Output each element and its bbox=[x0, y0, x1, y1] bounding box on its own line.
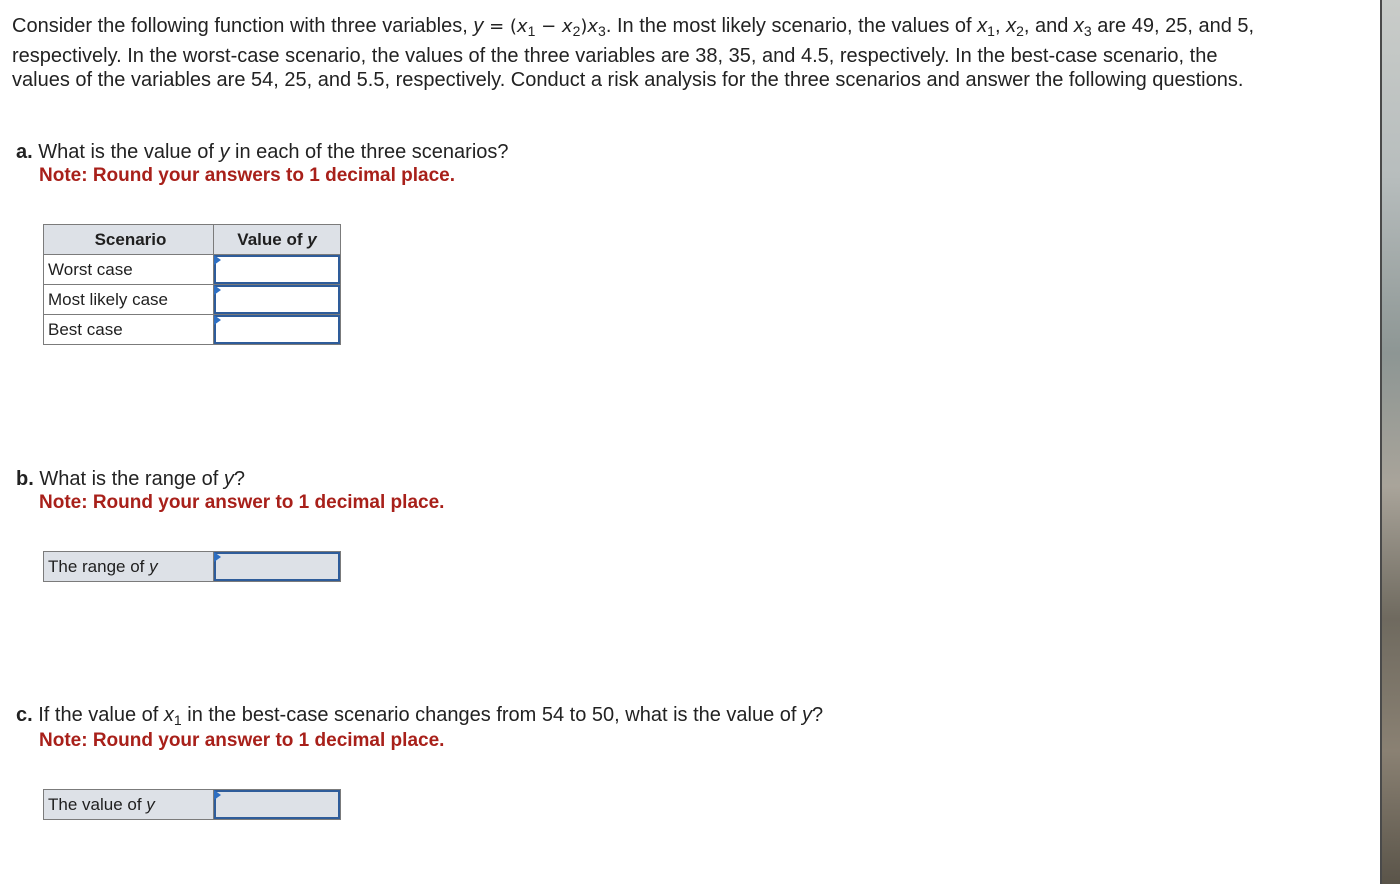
value-table bbox=[43, 789, 341, 820]
background-photo-edge bbox=[1380, 0, 1400, 884]
input-flag-icon bbox=[214, 285, 221, 295]
input-flag-icon bbox=[214, 790, 221, 800]
table-row bbox=[44, 255, 341, 285]
question-a-note: Note: Round your answers to 1 decimal place. bbox=[39, 165, 455, 186]
question-c: c. If the value of $x_1$ in the best-case scenario changes from 54 to 50, what is the value of y? bbox=[16, 704, 824, 728]
worst-case-input[interactable] bbox=[214, 255, 341, 285]
range-table bbox=[43, 551, 341, 582]
most-likely-case-label: Most likely case bbox=[44, 285, 214, 315]
scenario-header: Scenario bbox=[44, 225, 214, 255]
table-row bbox=[44, 790, 341, 820]
question-c-note: Note: Round your answer to 1 decimal place. bbox=[39, 730, 445, 751]
question-b-note: Note: Round your answer to 1 decimal place. bbox=[39, 492, 445, 513]
table-row bbox=[44, 315, 341, 345]
input-flag-icon bbox=[214, 255, 221, 265]
scenario-table bbox=[43, 224, 341, 345]
question-b: b. What is the range of y? bbox=[16, 468, 246, 490]
input-flag-icon bbox=[214, 552, 221, 562]
table-row bbox=[44, 285, 341, 315]
most-likely-case-input[interactable] bbox=[214, 285, 341, 315]
value-input[interactable] bbox=[214, 790, 341, 820]
best-case-input[interactable] bbox=[214, 315, 341, 345]
range-label: The range of y bbox=[44, 552, 214, 582]
question-a: a. What is the value of y in each of the three scenarios? bbox=[16, 141, 509, 163]
input-flag-icon bbox=[214, 315, 221, 325]
table-row bbox=[44, 552, 341, 582]
value-label: The value of y bbox=[44, 790, 214, 820]
worst-case-label: Worst case bbox=[44, 255, 214, 285]
best-case-label: Best case bbox=[44, 315, 214, 345]
problem-statement: Consider the following function with three variables, $y = (x_1 - x_2)x_3$. In the most likely scenario, the values of $x_1$, $x_2$, and $x_3$ are 49, 25, and 5, respectively. In the worst-case scenario, the values of the three variables are 38, 35, and 4.5, respectively. In the best-case scenario, the values of the variables are 54, 25, and 5.5, respectively. Conduct a risk analysis for the three scenarios and answer the following questions. bbox=[12, 15, 1255, 91]
value-header: Value of y bbox=[214, 225, 341, 255]
range-input[interactable] bbox=[214, 552, 341, 582]
